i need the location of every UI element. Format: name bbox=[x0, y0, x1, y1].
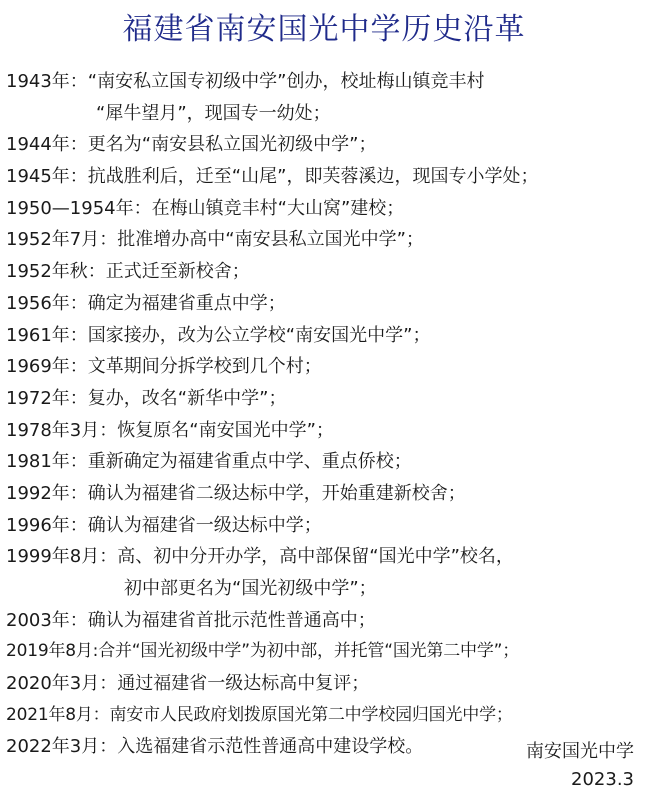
timeline-entry-1945: 1945年：抗战胜利后，迁至“山尾”，即芙蓉溪边，现国专小学处； bbox=[6, 166, 539, 188]
timeline-entry-1952-autumn: 1952年秋：正式迁至新校舍； bbox=[6, 261, 250, 283]
timeline-entry-1999: 1999年8月：高、初中分开办学，高中部保留“国光中学”校名， bbox=[6, 546, 514, 568]
history-timeline bbox=[6, 66, 646, 763]
timeline-entry-1996: 1996年：确认为福建省一级达标中学； bbox=[6, 514, 322, 536]
timeline-entry-1978: 1978年3月：恢复原名“南安国光中学”； bbox=[6, 419, 334, 441]
page-title: 福建省南安国光中学历史沿革 bbox=[122, 12, 526, 47]
timeline-entry-1981: 1981年：重新确定为福建省重点中学、重点侨校； bbox=[6, 451, 412, 473]
timeline-entry-1944: 1944年：更名为“南安县私立国光初级中学”； bbox=[6, 134, 377, 156]
timeline-entry-1943-continued: “犀牛望月”，现国专一幼处； bbox=[96, 102, 331, 124]
signature-date: 2023.3 bbox=[571, 769, 634, 790]
signature-block bbox=[526, 738, 634, 794]
timeline-entry-2021: 2021年8月：南安市人民政府划拨原国光第二中学校园归国光中学； bbox=[6, 704, 513, 725]
timeline-entry-2003: 2003年：确认为福建省首批示范性普通高中； bbox=[6, 609, 376, 631]
timeline-entry-1999-continued: 初中部更名为“国光初级中学”； bbox=[124, 578, 377, 599]
signature-name: 南安国光中学 bbox=[526, 741, 634, 762]
timeline-entry-1992: 1992年：确认为福建省二级达标中学，开始重建新校舍； bbox=[6, 482, 466, 504]
timeline-entry-1969: 1969年：文革期间分拆学校到几个村； bbox=[6, 356, 322, 378]
timeline-entry-2020: 2020年3月：通过福建省一级达标高中复评； bbox=[6, 673, 370, 695]
timeline-entry-1943: 1943年：“南安私立国专初级中学”创办，校址梅山镇竞丰村 bbox=[6, 71, 485, 92]
timeline-entry-2019: 2019年8月:合并“国光初级中学”为初中部，并托管“国光第二中学”； bbox=[6, 641, 520, 662]
timeline-entry-1956: 1956年：确定为福建省重点中学； bbox=[6, 292, 286, 314]
timeline-entry-1961: 1961年：国家接办，改为公立学校“南安国光中学”； bbox=[6, 324, 431, 346]
timeline-entry-1950-1954: 1950—1954年：在梅山镇竞丰村“大山窝”建校； bbox=[6, 197, 405, 219]
timeline-entry-1972: 1972年：复办，改名“新华中学”； bbox=[6, 387, 287, 409]
timeline-entry-2022: 2022年3月：入选福建省示范性普通高中建设学校。 bbox=[6, 736, 424, 758]
timeline-entry-1952-july: 1952年7月：批准增办高中“南安县私立国光中学”； bbox=[6, 229, 424, 251]
